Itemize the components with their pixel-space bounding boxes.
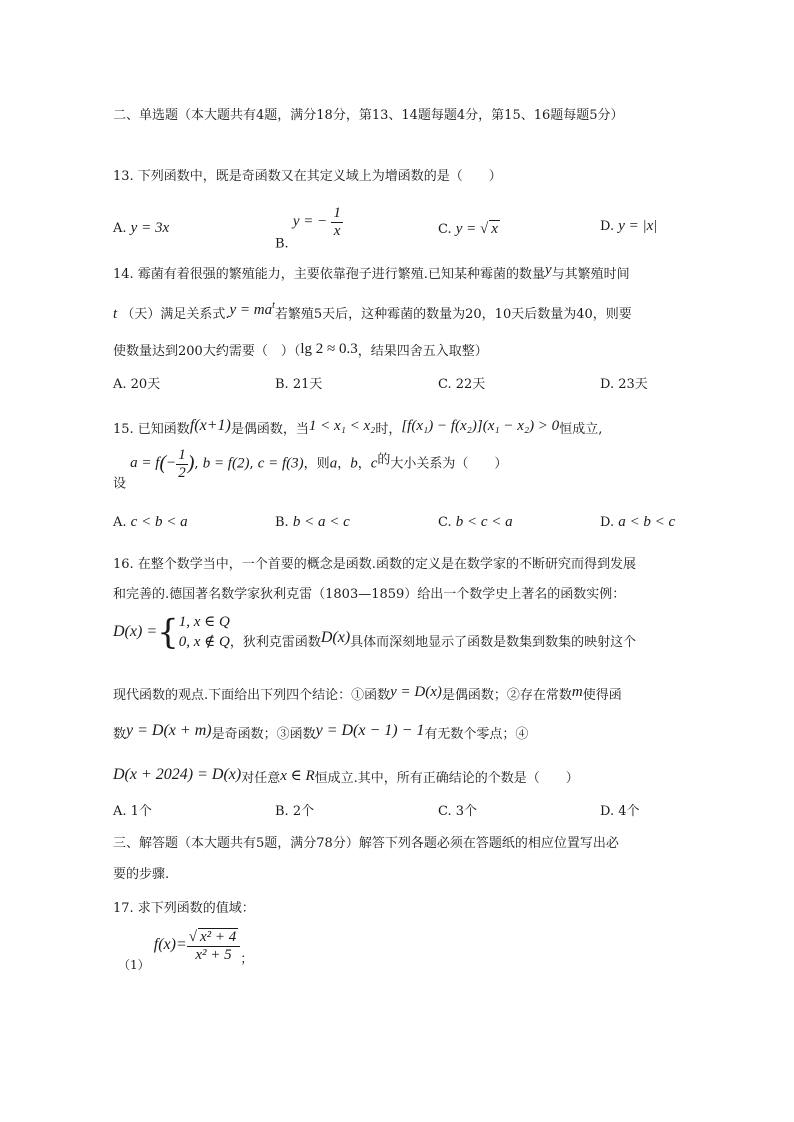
- q16-d-lhs: D(x) =: [113, 622, 158, 640]
- q16-dx: D(x): [320, 628, 351, 646]
- q15-a-def: a = f(− $\frac{1}{2}$ ): [130, 447, 195, 481]
- q15-text: 是偶函数，当: [230, 422, 309, 437]
- q13-c-lhs: y = √: [455, 221, 489, 237]
- q14-line-1: [113, 262, 630, 282]
- q15-line-2: 设 a = f(− $\frac{1}{2}$ ), b = f(2), c = f(3)，则a，b，c的大小关系为（ ）: [113, 447, 508, 492]
- q17-part-1: [118, 928, 253, 973]
- q15-text: 时，: [375, 422, 402, 437]
- q16-x-in-r: x ∈ R: [280, 768, 315, 784]
- q15-option-a: A. c < b < a: [113, 514, 188, 530]
- q14-option-b: B. 21天: [275, 377, 323, 392]
- q16-text: 对任意: [241, 771, 281, 786]
- q16-line-3: [113, 612, 636, 653]
- q13-c-radicand: x: [491, 221, 498, 237]
- q13-b-lhs: y = −: [292, 213, 328, 230]
- q17-stem: 17. 求下列函数的值域：: [113, 901, 255, 916]
- q14-text: 若繁殖5天后，这种霉菌的数量为20，10天后数量为40，则要: [274, 307, 632, 322]
- q16-text: 是偶函数；②存在常数: [441, 688, 572, 703]
- left-brace-icon: {: [157, 612, 179, 653]
- q14-text: 与其繁殖时间: [551, 267, 630, 282]
- q16-line-6: [113, 766, 579, 786]
- q14-text: （天）满足关系式.: [121, 307, 230, 322]
- q16-option-c: C. 3个: [438, 804, 478, 819]
- q15-var-a: a: [329, 455, 338, 472]
- q16-line-4: [113, 684, 622, 703]
- option-label: D.: [600, 219, 615, 234]
- q13-a-formula: y = 3x: [130, 220, 170, 236]
- option-label: B.: [275, 236, 289, 252]
- q14-var-t: t: [113, 306, 118, 322]
- q16-line-5: [113, 722, 528, 742]
- q17-part-label: （1）: [118, 958, 150, 972]
- q16-line-1: 16. 在整个数学当中，一个首要的概念是函数.函数的定义是在数学家的不断研究而得到发展: [113, 557, 636, 572]
- section-3-line-2: 要的步骤.: [113, 867, 170, 882]
- q17-fraction: $\frac{\text{√ x² + 4}}{\text{x² + 5}}$: [187, 928, 241, 963]
- q15-c-def: c = f(3): [257, 455, 304, 472]
- q14-text: ，结果四舍五入取整）: [357, 344, 488, 359]
- q14-text: 14. 霉菌有着很强的繁殖能力，主要依靠孢子进行繁殖.已知某种霉菌的数量: [113, 267, 545, 282]
- section-2-heading: 二、单选题（本大题共有4题，满分18分，第13、14题每题4分，第15、16题每题5分）: [113, 108, 624, 123]
- q15-option-c: C. b < c < a: [438, 514, 513, 530]
- q16-text: 有无数个零点；④: [424, 727, 529, 742]
- q13-option-c: [438, 220, 500, 238]
- q15-text: 恒成立,: [559, 422, 603, 437]
- q14-option-c: C. 22天: [438, 377, 486, 392]
- q16-option-a: A. 1个: [113, 804, 152, 819]
- q15-b-def: b = f(2): [202, 455, 250, 472]
- q15-fx1: f(x+1): [189, 417, 231, 434]
- q13-option-b: [275, 205, 343, 252]
- q15-line-1: [113, 417, 602, 437]
- q16-text: ，狄利克雷函数: [229, 634, 321, 650]
- q15-option-b: B. b < a < c: [275, 514, 350, 530]
- q15-text: 的: [377, 452, 391, 468]
- q14-var-y: y: [544, 262, 552, 278]
- q13-d-formula: y = |x|: [618, 218, 658, 234]
- q16-option-d: D. 4个: [600, 804, 640, 819]
- q14-option-a: A. 20天: [113, 377, 161, 392]
- q14-line-2: [113, 300, 632, 323]
- q15-text: 15. 已知函数: [113, 422, 190, 437]
- q15-var-b: b: [350, 455, 358, 472]
- q16-f1: y = D(x): [390, 684, 442, 700]
- q14-text: 使数量达到200大约需要（ ）（: [113, 344, 301, 359]
- q14-line-3: [113, 340, 488, 359]
- q16-f2: y = D(x + m): [126, 722, 212, 739]
- q16-text: 具体而深刻地显示了函数是数集到数集的映射这个: [350, 634, 637, 650]
- q14-lg-formula: lg 2 ≈ 0.3: [300, 341, 358, 357]
- q13-option-d: [600, 218, 657, 235]
- q16-text: 使得函: [582, 688, 622, 703]
- option-label: C.: [438, 222, 452, 237]
- q16-text: 现代函数的观点.下面给出下列四个结论：①函数: [113, 688, 391, 703]
- q16-option-b: B. 2个: [275, 804, 315, 819]
- q15-condition: 1 < x₁ < x₂: [308, 418, 376, 434]
- q16-f3: y = D(x − 1) − 1: [315, 722, 425, 739]
- fraction-numerator: 1: [333, 205, 341, 221]
- q13-option-a: [113, 220, 169, 237]
- q16-text: 恒成立.其中，所有正确结论的个数是（ ）: [314, 771, 579, 786]
- q17-lhs: f(x)=: [153, 936, 187, 953]
- q16-f4: D(x + 2024) = D(x): [113, 766, 242, 783]
- q15-var-c: c: [370, 455, 378, 472]
- q15-option-d: D. a < b < c: [600, 514, 676, 530]
- q14-option-d: D. 23天: [600, 377, 648, 392]
- q16-text: 是奇函数；③函数: [211, 727, 316, 742]
- q15-text: 大小关系为（ ）: [390, 456, 508, 472]
- q15-she: 设: [113, 476, 127, 492]
- q13-b-fraction: [331, 205, 343, 239]
- q13-stem: 13. 下列函数中，既是奇函数又在其定义域上为增函数的是（ ）: [113, 169, 502, 184]
- q16-line-2: 和完善的.德国著名数学家狄利克雷（1803—1859）给出一个数学史上著名的函数实例：: [113, 587, 626, 602]
- section-3-line-1: 三、解答题（本大题共有5题，满分78分）解答下列各题必须在答题纸的相应位置写出必: [113, 836, 619, 851]
- q16-text: 数: [113, 727, 127, 742]
- q15-inequality: [f(x₁) − f(x₂)](x₁ − x₂) > 0: [401, 418, 560, 434]
- fraction-denominator: x: [333, 222, 341, 239]
- q17-end: ；: [240, 952, 254, 967]
- q16-var-m: m: [571, 684, 583, 700]
- q15-text: ，则: [303, 456, 330, 472]
- q14-formula: $y = ma^t$: [229, 300, 275, 318]
- q16-cases: 1, x ∈ Q 0, x ∉ Q: [178, 614, 230, 651]
- option-label: A.: [113, 221, 127, 236]
